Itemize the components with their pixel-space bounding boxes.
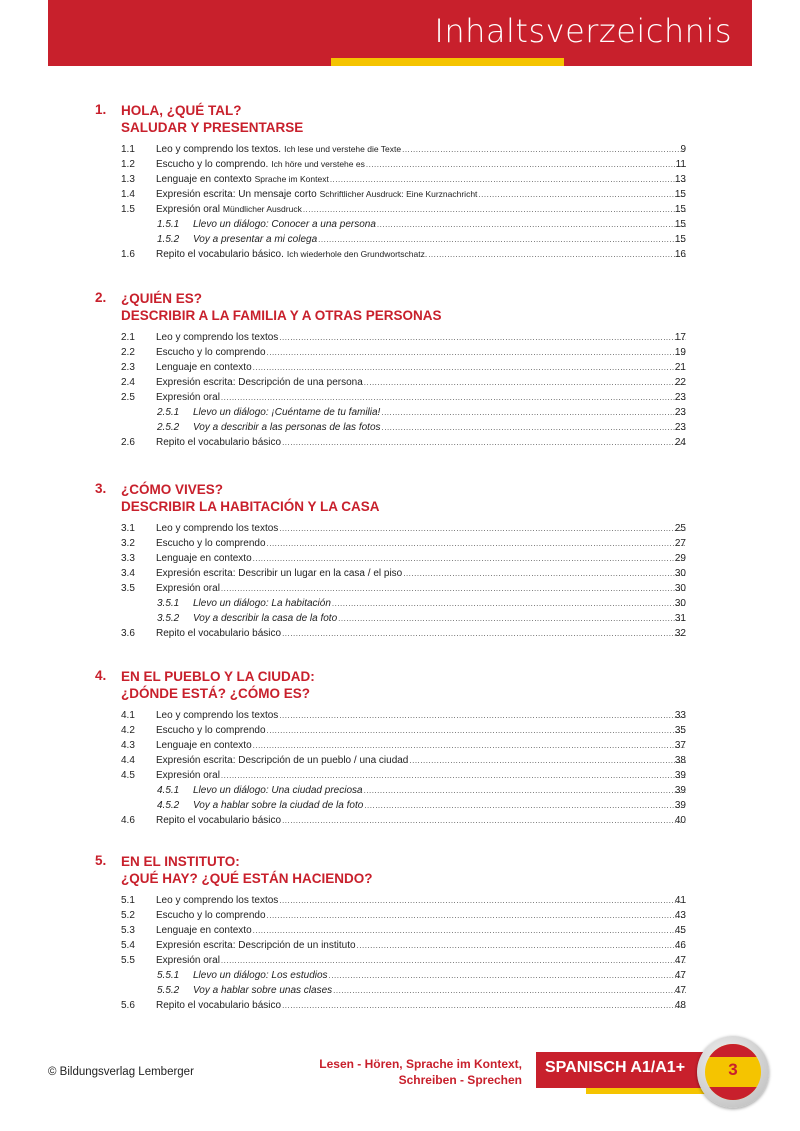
entry-title: Voy a hablar sobre unas clases — [193, 985, 333, 996]
spanish-flag-icon — [705, 1044, 761, 1100]
entry-number: 2.5.1 — [157, 407, 180, 418]
entry-number: 5.5.1 — [157, 970, 180, 981]
entry-number: 4.5 — [121, 770, 135, 781]
entry-title: Expresión oral — [156, 955, 220, 966]
toc-entry — [0, 435, 800, 450]
entry-page-number: 37 — [674, 740, 686, 751]
entry-text — [193, 217, 686, 232]
toc-entry — [0, 551, 800, 566]
chapter-title — [121, 853, 373, 887]
entry-page-number: 32 — [674, 628, 686, 639]
entry-title: Repito el vocabulario básico — [156, 1000, 282, 1011]
toc-entry — [0, 938, 800, 953]
badge-yellow-stripe — [586, 1088, 706, 1094]
dot-leader — [279, 521, 686, 536]
toc-entry-list — [0, 142, 800, 262]
entry-page-number: 46 — [674, 940, 686, 951]
toc-entry — [0, 247, 800, 262]
entry-title: Leo y comprendo los textos — [156, 895, 279, 906]
dot-leader — [221, 390, 686, 405]
entry-title: Lenguaje en contexto — [156, 553, 252, 564]
entry-page-number: 15 — [674, 234, 686, 245]
toc-entry — [0, 375, 800, 390]
dot-leader — [279, 708, 686, 723]
header-yellow-stripe — [331, 58, 564, 66]
entry-page-number: 47 — [674, 970, 686, 981]
dot-leader — [428, 247, 686, 262]
dot-leader — [364, 375, 686, 390]
entry-text — [156, 813, 686, 828]
chapter-number: 3. — [95, 481, 107, 496]
chapter-title — [121, 481, 380, 515]
chapter-title — [121, 290, 442, 324]
entry-text — [156, 202, 686, 217]
entry-text — [156, 375, 686, 390]
entry-german-title: Sprache im Kontext — [254, 174, 329, 184]
entry-page-number: 33 — [674, 710, 686, 721]
dot-leader — [382, 420, 686, 435]
chapter-title-line1: ¿QUIÉN ES? — [121, 291, 203, 306]
book-subtitle-line2: Schreiben - Sprechen — [398, 1073, 522, 1087]
entry-title: Llevo un diálogo: Conocer a una persona — [193, 219, 376, 230]
entry-text — [156, 998, 686, 1013]
entry-title: Leo y comprendo los textos — [156, 710, 279, 721]
entry-number: 2.5 — [121, 392, 135, 403]
entry-number: 5.1 — [121, 895, 135, 906]
book-subtitle — [280, 1056, 522, 1088]
entry-number: 5.5 — [121, 955, 135, 966]
chapter-heading — [0, 853, 800, 887]
entry-number: 5.5.2 — [157, 985, 180, 996]
entry-number: 3.2 — [121, 538, 135, 549]
dot-leader — [282, 998, 686, 1013]
entry-title: Expresión escrita: Describir un lugar en la casa / el piso — [156, 568, 403, 579]
toc-entry — [0, 923, 800, 938]
entry-page-number: 48 — [674, 1000, 686, 1011]
entry-text — [193, 232, 686, 247]
toc-entry — [0, 708, 800, 723]
entry-title: Leo y comprendo los textos — [156, 332, 279, 343]
entry-number: 5.6 — [121, 1000, 135, 1011]
dot-leader — [267, 723, 686, 738]
dot-leader — [303, 202, 686, 217]
entry-title: Leo y comprendo los textos. — [156, 144, 282, 155]
chapter-section — [0, 290, 800, 450]
entry-text — [156, 708, 686, 723]
toc-entry — [0, 521, 800, 536]
toc-subentry — [0, 611, 800, 626]
dot-leader — [330, 172, 686, 187]
chapter-number: 1. — [95, 102, 107, 117]
entry-german-title: Ich höre und verstehe es — [271, 159, 365, 169]
entry-title: Lenguaje en contexto — [156, 740, 252, 751]
entry-number: 1.2 — [121, 159, 135, 170]
toc-entry — [0, 953, 800, 968]
dot-leader — [253, 360, 686, 375]
entry-text — [156, 923, 686, 938]
entry-title: Voy a describir a las personas de las fotos — [193, 422, 381, 433]
entry-title: Escucho y lo comprendo. — [156, 159, 269, 170]
entry-title: Lenguaje en contexto — [156, 925, 252, 936]
toc-entry — [0, 738, 800, 753]
entry-page-number: 41 — [674, 895, 686, 906]
entry-page-number: 27 — [674, 538, 686, 549]
dot-leader — [267, 908, 686, 923]
entry-number: 1.5.1 — [157, 219, 180, 230]
entry-text — [193, 405, 686, 420]
entry-number: 1.5.2 — [157, 234, 180, 245]
toc-entry — [0, 753, 800, 768]
entry-title: Llevo un diálogo: Los estudios — [193, 970, 328, 981]
dot-leader — [267, 345, 686, 360]
chapter-title-line1: EN EL PUEBLO Y LA CIUDAD: — [121, 669, 315, 684]
dot-leader — [329, 968, 686, 983]
entry-text — [193, 968, 686, 983]
entry-number: 3.1 — [121, 523, 135, 534]
dot-leader — [282, 813, 686, 828]
entry-title: Expresión escrita: Un mensaje corto — [156, 189, 317, 200]
entry-text — [193, 611, 686, 626]
chapter-section — [0, 102, 800, 262]
entry-text — [156, 581, 686, 596]
page-title: Inhaltsverzeichnis — [434, 12, 732, 50]
entry-title: Expresión escrita: Descripción de un instituto — [156, 940, 356, 951]
entry-text — [156, 345, 686, 360]
toc-entry — [0, 202, 800, 217]
entry-number: 2.6 — [121, 437, 135, 448]
dot-leader — [402, 142, 686, 157]
toc-entry-list — [0, 330, 800, 450]
toc-entry — [0, 581, 800, 596]
entry-number: 4.6 — [121, 815, 135, 826]
dot-leader — [364, 783, 686, 798]
entry-page-number: 15 — [674, 189, 686, 200]
entry-german-title: Mündlicher Ausdruck — [222, 204, 302, 214]
dot-leader — [357, 938, 686, 953]
entry-text — [156, 330, 686, 345]
entry-german-title: Ich wiederhole den Grundwortschatz. — [286, 249, 428, 259]
dot-leader — [318, 232, 686, 247]
entry-page-number: 13 — [674, 174, 686, 185]
entry-title: Repito el vocabulario básico. — [156, 249, 284, 260]
entry-number: 1.1 — [121, 144, 135, 155]
dot-leader — [221, 768, 686, 783]
entry-number: 2.2 — [121, 347, 135, 358]
chapter-title-line2: DESCRIBIR LA HABITACIÓN Y LA CASA — [121, 499, 380, 514]
toc-subentry — [0, 968, 800, 983]
entry-text — [156, 172, 686, 187]
entry-page-number: 17 — [674, 332, 686, 343]
entry-number: 2.4 — [121, 377, 135, 388]
dot-leader — [267, 536, 686, 551]
entry-title: Expresión oral — [156, 770, 220, 781]
chapter-heading — [0, 481, 800, 515]
entry-page-number: 40 — [674, 815, 686, 826]
entry-page-number: 39 — [674, 785, 686, 796]
entry-page-number: 16 — [674, 249, 686, 260]
entry-german-title: Schriftlicher Ausdruck: Eine Kurznachricht — [319, 189, 478, 199]
entry-title: Llevo un diálogo: Una ciudad preciosa — [193, 785, 363, 796]
toc-entry — [0, 390, 800, 405]
entry-number: 1.6 — [121, 249, 135, 260]
toc-entry — [0, 998, 800, 1013]
chapter-heading — [0, 102, 800, 136]
entry-page-number: 39 — [674, 800, 686, 811]
toc-subentry — [0, 596, 800, 611]
entry-number: 4.1 — [121, 710, 135, 721]
book-subtitle-line1: Lesen - Hören, Sprache im Kontext, — [319, 1057, 522, 1071]
chapter-number: 2. — [95, 290, 107, 305]
entry-page-number: 43 — [674, 910, 686, 921]
toc-entry — [0, 345, 800, 360]
dot-leader — [409, 753, 686, 768]
dot-leader — [253, 738, 686, 753]
entry-page-number: 23 — [674, 407, 686, 418]
toc-entry — [0, 142, 800, 157]
dot-leader — [333, 983, 686, 998]
entry-number: 3.5.1 — [157, 598, 180, 609]
entry-text — [156, 142, 686, 157]
entry-text — [156, 753, 686, 768]
entry-page-number: 29 — [674, 553, 686, 564]
entry-page-number: 30 — [674, 568, 686, 579]
entry-page-number: 15 — [674, 204, 686, 215]
page-header — [48, 0, 752, 66]
entry-page-number: 15 — [674, 219, 686, 230]
entry-german-title: Ich lese und verstehe die Texte — [284, 144, 402, 154]
toc-entry — [0, 360, 800, 375]
entry-title: Escucho y lo comprendo — [156, 538, 266, 549]
dot-leader — [366, 157, 686, 172]
entry-page-number: 23 — [674, 392, 686, 403]
book-title: SPANISCH A1/A1+ — [545, 1059, 686, 1076]
chapter-title-line2: SALUDAR Y PRESENTARSE — [121, 120, 304, 135]
entry-text — [156, 247, 686, 262]
entry-page-number: 22 — [674, 377, 686, 388]
entry-page-number: 31 — [674, 613, 686, 624]
chapter-section — [0, 668, 800, 828]
dot-leader — [279, 893, 686, 908]
entry-page-number: 19 — [674, 347, 686, 358]
entry-text — [156, 768, 686, 783]
entry-page-number: 25 — [674, 523, 686, 534]
entry-text — [193, 596, 686, 611]
entry-page-number: 35 — [674, 725, 686, 736]
toc-entry — [0, 566, 800, 581]
entry-number: 1.4 — [121, 189, 135, 200]
dot-leader — [221, 581, 686, 596]
toc-entry — [0, 626, 800, 641]
chapter-title-line1: HOLA, ¿QUÉ TAL? — [121, 103, 242, 118]
entry-number: 5.4 — [121, 940, 135, 951]
toc-subentry — [0, 983, 800, 998]
entry-number: 1.3 — [121, 174, 135, 185]
entry-number: 4.5.2 — [157, 800, 180, 811]
page-number: 3 — [728, 1060, 738, 1079]
entry-text — [156, 521, 686, 536]
entry-number: 5.3 — [121, 925, 135, 936]
entry-title: Voy a presentar a mi colega — [193, 234, 318, 245]
entry-number: 2.5.2 — [157, 422, 180, 433]
dot-leader — [403, 566, 686, 581]
toc-subentry — [0, 232, 800, 247]
chapter-title-line2: ¿QUÉ HAY? ¿QUÉ ESTÁN HACIENDO? — [121, 871, 373, 886]
entry-text — [156, 390, 686, 405]
dot-leader — [282, 435, 686, 450]
chapter-title-line2: DESCRIBIR A LA FAMILIA Y A OTRAS PERSONAS — [121, 308, 442, 323]
toc-entry — [0, 172, 800, 187]
entry-text — [156, 938, 686, 953]
entry-title: Expresión escrita: Descripción de un pueblo / una ciudad — [156, 755, 409, 766]
toc-entry-list — [0, 893, 800, 1013]
chapter-number: 5. — [95, 853, 107, 868]
toc-entry — [0, 157, 800, 172]
entry-title: Repito el vocabulario básico — [156, 437, 282, 448]
entry-number: 1.5 — [121, 204, 135, 215]
entry-text — [156, 360, 686, 375]
entry-page-number: 23 — [674, 422, 686, 433]
entry-text — [156, 435, 686, 450]
chapter-heading — [0, 668, 800, 702]
toc-subentry — [0, 783, 800, 798]
entry-title: Leo y comprendo los textos — [156, 523, 279, 534]
entry-title: Expresión oral — [156, 583, 220, 594]
toc-subentry — [0, 405, 800, 420]
toc-entry — [0, 813, 800, 828]
entry-page-number: 21 — [674, 362, 686, 373]
entry-page-number: 30 — [674, 583, 686, 594]
dot-leader — [253, 551, 686, 566]
entry-number: 3.5.2 — [157, 613, 180, 624]
entry-title: Escucho y lo comprendo — [156, 910, 266, 921]
toc-entry — [0, 330, 800, 345]
entry-page-number: 9 — [680, 144, 686, 155]
entry-page-number: 45 — [674, 925, 686, 936]
entry-text — [156, 566, 686, 581]
entry-number: 4.5.1 — [157, 785, 180, 796]
dot-leader — [253, 923, 686, 938]
entry-number: 2.1 — [121, 332, 135, 343]
dot-leader — [221, 953, 686, 968]
toc-entry — [0, 536, 800, 551]
entry-number: 3.4 — [121, 568, 135, 579]
chapter-title-line2: ¿DÓNDE ESTÁ? ¿CÓMO ES? — [121, 686, 310, 701]
chapter-title — [121, 668, 315, 702]
entry-text — [156, 187, 686, 202]
chapter-number: 4. — [95, 668, 107, 683]
entry-text — [156, 626, 686, 641]
dot-leader — [338, 611, 686, 626]
entry-title: Repito el vocabulario básico — [156, 815, 282, 826]
entry-page-number: 47 — [674, 985, 686, 996]
entry-page-number: 47 — [674, 955, 686, 966]
dot-leader — [332, 596, 686, 611]
toc-entry — [0, 908, 800, 923]
entry-title: Voy a describir la casa de la foto — [193, 613, 338, 624]
entry-number: 3.3 — [121, 553, 135, 564]
entry-number: 4.2 — [121, 725, 135, 736]
entry-text — [156, 908, 686, 923]
entry-title: Escucho y lo comprendo — [156, 725, 266, 736]
toc-subentry — [0, 420, 800, 435]
copyright-notice: © Bildungsverlag Lemberger — [48, 1066, 194, 1078]
entry-text — [156, 738, 686, 753]
entry-title: Expresión oral — [156, 204, 220, 215]
toc-entry-list — [0, 708, 800, 828]
entry-title: Lenguaje en contexto — [156, 174, 252, 185]
entry-title: Lenguaje en contexto — [156, 362, 252, 373]
entry-title: Expresión oral — [156, 392, 220, 403]
dot-leader — [279, 330, 686, 345]
entry-number: 4.3 — [121, 740, 135, 751]
entry-page-number: 24 — [674, 437, 686, 448]
chapter-section — [0, 853, 800, 1013]
entry-title: Escucho y lo comprendo — [156, 347, 266, 358]
page-number-medallion — [697, 1036, 769, 1108]
chapter-title-line1: EN EL INSTITUTO: — [121, 854, 240, 869]
entry-text — [156, 551, 686, 566]
toc-entry — [0, 893, 800, 908]
entry-title: Llevo un diálogo: La habitación — [193, 598, 331, 609]
toc-subentry — [0, 217, 800, 232]
entry-title: Repito el vocabulario básico — [156, 628, 282, 639]
entry-text — [156, 893, 686, 908]
chapter-title — [121, 102, 303, 136]
entry-text — [156, 723, 686, 738]
entry-number: 4.4 — [121, 755, 135, 766]
entry-text — [156, 536, 686, 551]
entry-text — [156, 157, 686, 172]
entry-text — [193, 783, 686, 798]
chapter-title-line1: ¿CÓMO VIVES? — [121, 482, 224, 497]
dot-leader — [381, 405, 686, 420]
toc-entry-list — [0, 521, 800, 641]
toc-entry — [0, 187, 800, 202]
entry-page-number: 11 — [675, 159, 686, 170]
chapter-heading — [0, 290, 800, 324]
entry-title: Expresión escrita: Descripción de una persona — [156, 377, 363, 388]
entry-number: 3.5 — [121, 583, 135, 594]
entry-number: 2.3 — [121, 362, 135, 373]
entry-page-number: 39 — [674, 770, 686, 781]
toc-entry — [0, 768, 800, 783]
entry-text — [156, 953, 686, 968]
dot-leader — [364, 798, 686, 813]
entry-text — [193, 983, 686, 998]
dot-leader — [478, 187, 686, 202]
entry-page-number: 30 — [674, 598, 686, 609]
entry-title: Llevo un diálogo: ¡Cuéntame de tu familia! — [193, 407, 381, 418]
entry-page-number: 38 — [674, 755, 686, 766]
dot-leader — [282, 626, 686, 641]
entry-number: 5.2 — [121, 910, 135, 921]
toc-subentry — [0, 798, 800, 813]
entry-text — [193, 798, 686, 813]
dot-leader — [377, 217, 686, 232]
entry-title: Voy a hablar sobre la ciudad de la foto — [193, 800, 364, 811]
chapter-section — [0, 481, 800, 641]
entry-text — [193, 420, 686, 435]
toc-entry — [0, 723, 800, 738]
entry-number: 3.6 — [121, 628, 135, 639]
